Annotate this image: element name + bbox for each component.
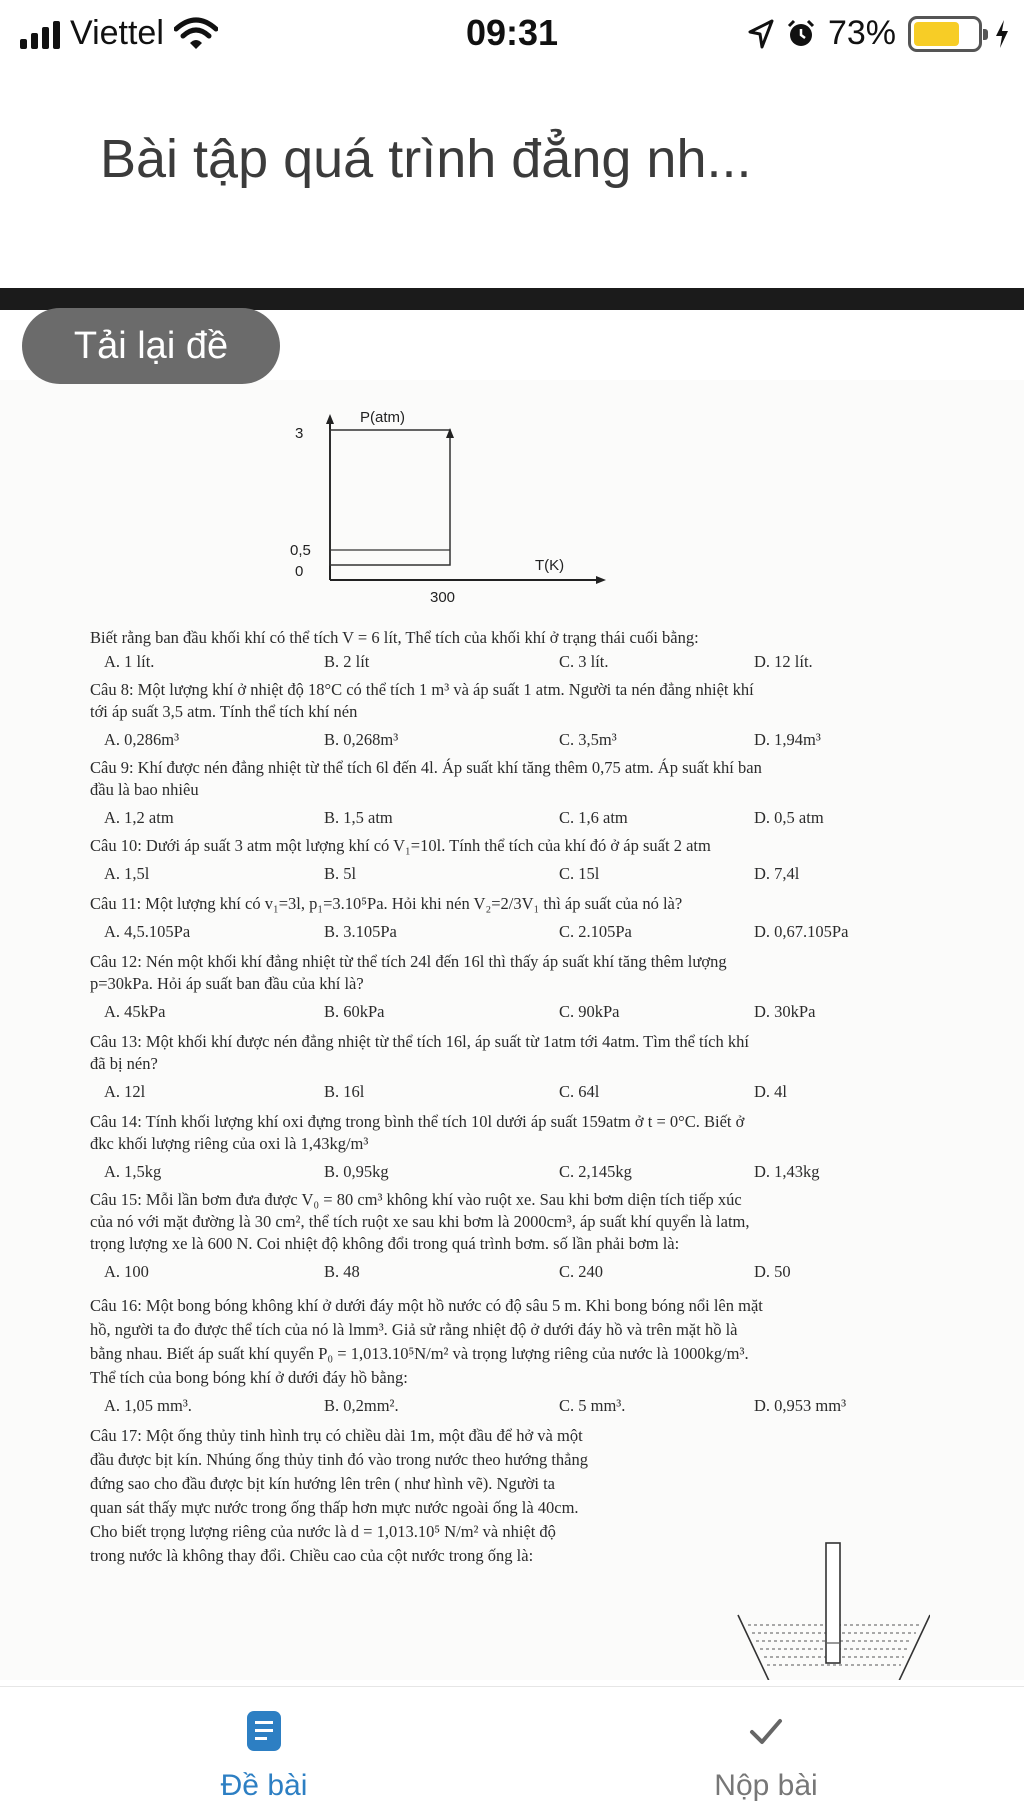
question-15-line-2: của nó với mặt đường là 30 cm², thể tích ruột xe sau khi bơm là 2000cm³, áp suất khí quyển là latm, (90, 1212, 750, 1231)
answer-c: C. 15l (559, 864, 600, 883)
graph-process-rect (330, 430, 450, 565)
graph-y-tick-mid: 0,5 (290, 542, 311, 559)
answer-c: C. 5 mm³. (559, 1396, 626, 1415)
answer-c: C. 2.105Pa (559, 922, 632, 941)
status-bar (0, 0, 1024, 70)
answer-a: A. 1 lít. (104, 652, 155, 671)
question-9-answers (104, 808, 904, 830)
answer-b: B. 3.105Pa (324, 922, 397, 941)
question-16-line-1: Câu 16: Một bong bóng không khí ở dưới đáy một hồ nước có độ sâu 5 m. Khi bong bóng nổi lên mặt (90, 1296, 763, 1315)
answer-b: B. 0,95kg (324, 1162, 389, 1181)
graph-x-label: T(K) (535, 557, 565, 574)
question-16-line-2: hồ, người ta đo được thể tích của nó là lmm³. Giả sử rằng nhiệt độ ở dưới đáy hồ và trên mặt hồ là (90, 1320, 738, 1339)
tab-submit-label: Nộp bài (714, 1769, 818, 1802)
answer-d: D. 4l (754, 1082, 787, 1101)
question-16-answers (104, 1396, 904, 1418)
answer-a: A. 1,5kg (104, 1162, 162, 1181)
carrier-name: Viettel (70, 14, 164, 52)
answer-b: B. 0,2mm². (324, 1396, 399, 1415)
tab-exam[interactable] (114, 1687, 414, 1820)
tab-exam-label: Đề bài (220, 1769, 308, 1802)
answer-c: C. 2,145kg (559, 1162, 632, 1181)
question-17-line-3: đứng sao cho đầu được bịt kín hướng lên trên ( như hình vẽ). Người ta (90, 1474, 555, 1493)
answer-b: B. 0,268m³ (324, 730, 399, 749)
graph-x-arrow (596, 576, 606, 584)
question-13-line-1: Câu 13: Một khối khí được nén đẳng nhiệt từ thể tích 16l, áp suất từ 1atm tới 4atm. Tìm thể tích khí (90, 1032, 749, 1051)
question-17-line-2: đầu được bịt kín. Nhúng ống thủy tinh đó vào trong nước theo hướng thẳng (90, 1450, 588, 1469)
checkmark-icon (746, 1711, 786, 1751)
question-17-line-5: Cho biết trọng lượng riêng của nước là d = 1,013.10⁵ N/m² và nhiệt độ (90, 1522, 556, 1541)
graph-y-arrow (326, 414, 334, 424)
question-11-line-1: Câu 11: Một lượng khí có v₁=3l, p₁=3.10⁵Pa. Hỏi khi nén V₂=2/3V₁ thì áp suất của nó là? (90, 894, 683, 913)
question-17-line-1: Câu 17: Một ống thủy tinh hình trụ có chiều dài 1m, một đầu để hở và một (90, 1426, 583, 1445)
clock: 09:31 (465, 12, 559, 53)
question-8-line-1: Câu 8: Một lượng khí ở nhiệt độ 18°C có thể tích 1 m³ và áp suất 1 atm. Người ta nén đẳng nhiệt khí (90, 680, 754, 699)
answer-d: D. 0,5 atm (754, 808, 824, 827)
q7-pt-graph (290, 410, 630, 610)
question-14-line-1: Câu 14: Tính khối lượng khí oxi đựng trong bình thể tích 10l dưới áp suất 159atm ở t = 0°C. Biết ở (90, 1112, 745, 1131)
answer-c: C. 64l (559, 1082, 600, 1101)
answer-c: C. 90kPa (559, 1002, 620, 1021)
question-15-line-3: trọng lượng xe là 600 N. Coi nhiệt độ không đổi trong quá trình bơm. số lần phải bơm là: (90, 1234, 680, 1253)
question-15-line-1: Câu 15: Mỗi lần bơm đưa được V₀ = 80 cm³ không khí vào ruột xe. Sau khi bơm diện tích tiếp xúc (90, 1190, 742, 1209)
answer-b: B. 2 lít (324, 652, 370, 671)
answer-a: A. 45kPa (104, 1002, 166, 1021)
battery-percent: 73% (827, 14, 896, 52)
answer-d: D. 50 (754, 1262, 791, 1281)
graph-origin: 0 (295, 563, 304, 580)
answer-d: D. 1,94m³ (754, 730, 821, 749)
tab-submit[interactable] (616, 1687, 916, 1820)
document-icon (247, 1711, 281, 1751)
answer-c: C. 3,5m³ (559, 730, 617, 749)
question-9-line-1: Câu 9: Khí được nén đẳng nhiệt từ thể tích 6l đến 4l. Áp suất khí tăng thêm 0,75 atm. Áp suất khí ban (90, 758, 762, 777)
answer-a: A. 4,5.105Pa (104, 922, 191, 941)
answer-a: A. 12l (104, 1082, 146, 1101)
question-12-line-2: p=30kPa. Hỏi áp suất ban đầu của khí là? (90, 974, 364, 993)
question-7-answers (104, 652, 904, 674)
question-8-answers (104, 730, 904, 752)
header-divider (0, 288, 1024, 310)
graph-y-tick-top: 3 (295, 425, 304, 442)
answer-c: C. 240 (559, 1262, 604, 1281)
q17-tube-diagram (730, 1525, 930, 1680)
answer-d: D. 0,67.105Pa (754, 922, 849, 941)
question-10-line-1: Câu 10: Dưới áp suất 3 atm một lượng khí có V₁=10l. Tính thể tích của khí đó ở áp suất 2 atm (90, 836, 711, 855)
page-title: Bài tập quá trình đẳng nh... (100, 129, 752, 189)
answer-a: A. 0,286m³ (104, 730, 180, 749)
alarm-icon (786, 19, 816, 49)
answer-d: D. 30kPa (754, 1002, 816, 1021)
question-13-line-2: đã bị nén? (90, 1054, 158, 1073)
answer-b: B. 60kPa (324, 1002, 385, 1021)
location-arrow-icon (748, 19, 774, 49)
answer-a: A. 100 (104, 1262, 149, 1281)
answer-b: B. 1,5 atm (324, 808, 393, 827)
answer-b: B. 5l (324, 864, 357, 883)
answer-d: D. 1,43kg (754, 1162, 820, 1181)
question-9-line-2: đầu là bao nhiêu (90, 780, 199, 799)
answer-d: D. 12 lít. (754, 652, 813, 671)
battery-icon (908, 16, 982, 52)
question-12-line-1: Câu 12: Nén một khối khí đẳng nhiệt từ thể tích 24l đến 16l thì thấy áp suất khí tăng thêm lượng (90, 952, 727, 971)
charging-bolt-icon (994, 19, 1010, 49)
question-17-line-4: quan sát thấy mực nước trong ống thấp hơn mực nước ngoài ống là 40cm. (90, 1498, 579, 1517)
graph-y-label: P(atm) (360, 410, 405, 426)
answer-d: D. 0,953 mm³ (754, 1396, 847, 1415)
question-14-answers (104, 1162, 904, 1184)
question-8-line-2: tới áp suất 3,5 atm. Tính thể tích khí nén (90, 702, 358, 721)
question-13-answers (104, 1082, 904, 1104)
question-7-body: Biết rằng ban đầu khối khí có thể tích V = 6 lít, Thể tích của khối khí ở trạng thái cuối bằng: (90, 628, 699, 647)
bottom-nav (0, 1686, 1024, 1820)
answer-a: A. 1,05 mm³. (104, 1396, 192, 1415)
question-14-line-2: đkc khối lượng riêng của oxi là 1,43kg/m³ (90, 1134, 369, 1153)
answer-b: B. 16l (324, 1082, 365, 1101)
question-12-answers (104, 1002, 904, 1024)
answer-a: A. 1,5l (104, 864, 150, 883)
answer-c: C. 3 lít. (559, 652, 609, 671)
glass-tube (826, 1543, 840, 1663)
reload-exam-button[interactable]: Tải lại đề (22, 308, 280, 384)
answer-c: C. 1,6 atm (559, 808, 628, 827)
question-16-line-4: Thể tích của bong bóng khí ở dưới đáy hồ bằng: (90, 1368, 408, 1387)
exam-document (0, 380, 1024, 1680)
graph-x-tick: 300 (430, 589, 456, 606)
answer-a: A. 1,2 atm (104, 808, 174, 827)
question-16-line-3: bằng nhau. Biết áp suất khí quyển P₀ = 1,013.10⁵N/m² và trọng lượng riêng của nước là 1000kg/m³. (90, 1344, 749, 1363)
question-15-answers (104, 1262, 904, 1284)
answer-d: D. 7,4l (754, 864, 800, 883)
question-10-answers (104, 864, 904, 886)
question-11-answers (104, 922, 904, 944)
question-17-line-6: trong nước là không thay đổi. Chiều cao của cột nước trong ống là: (90, 1546, 534, 1565)
answer-b: B. 48 (324, 1262, 360, 1281)
